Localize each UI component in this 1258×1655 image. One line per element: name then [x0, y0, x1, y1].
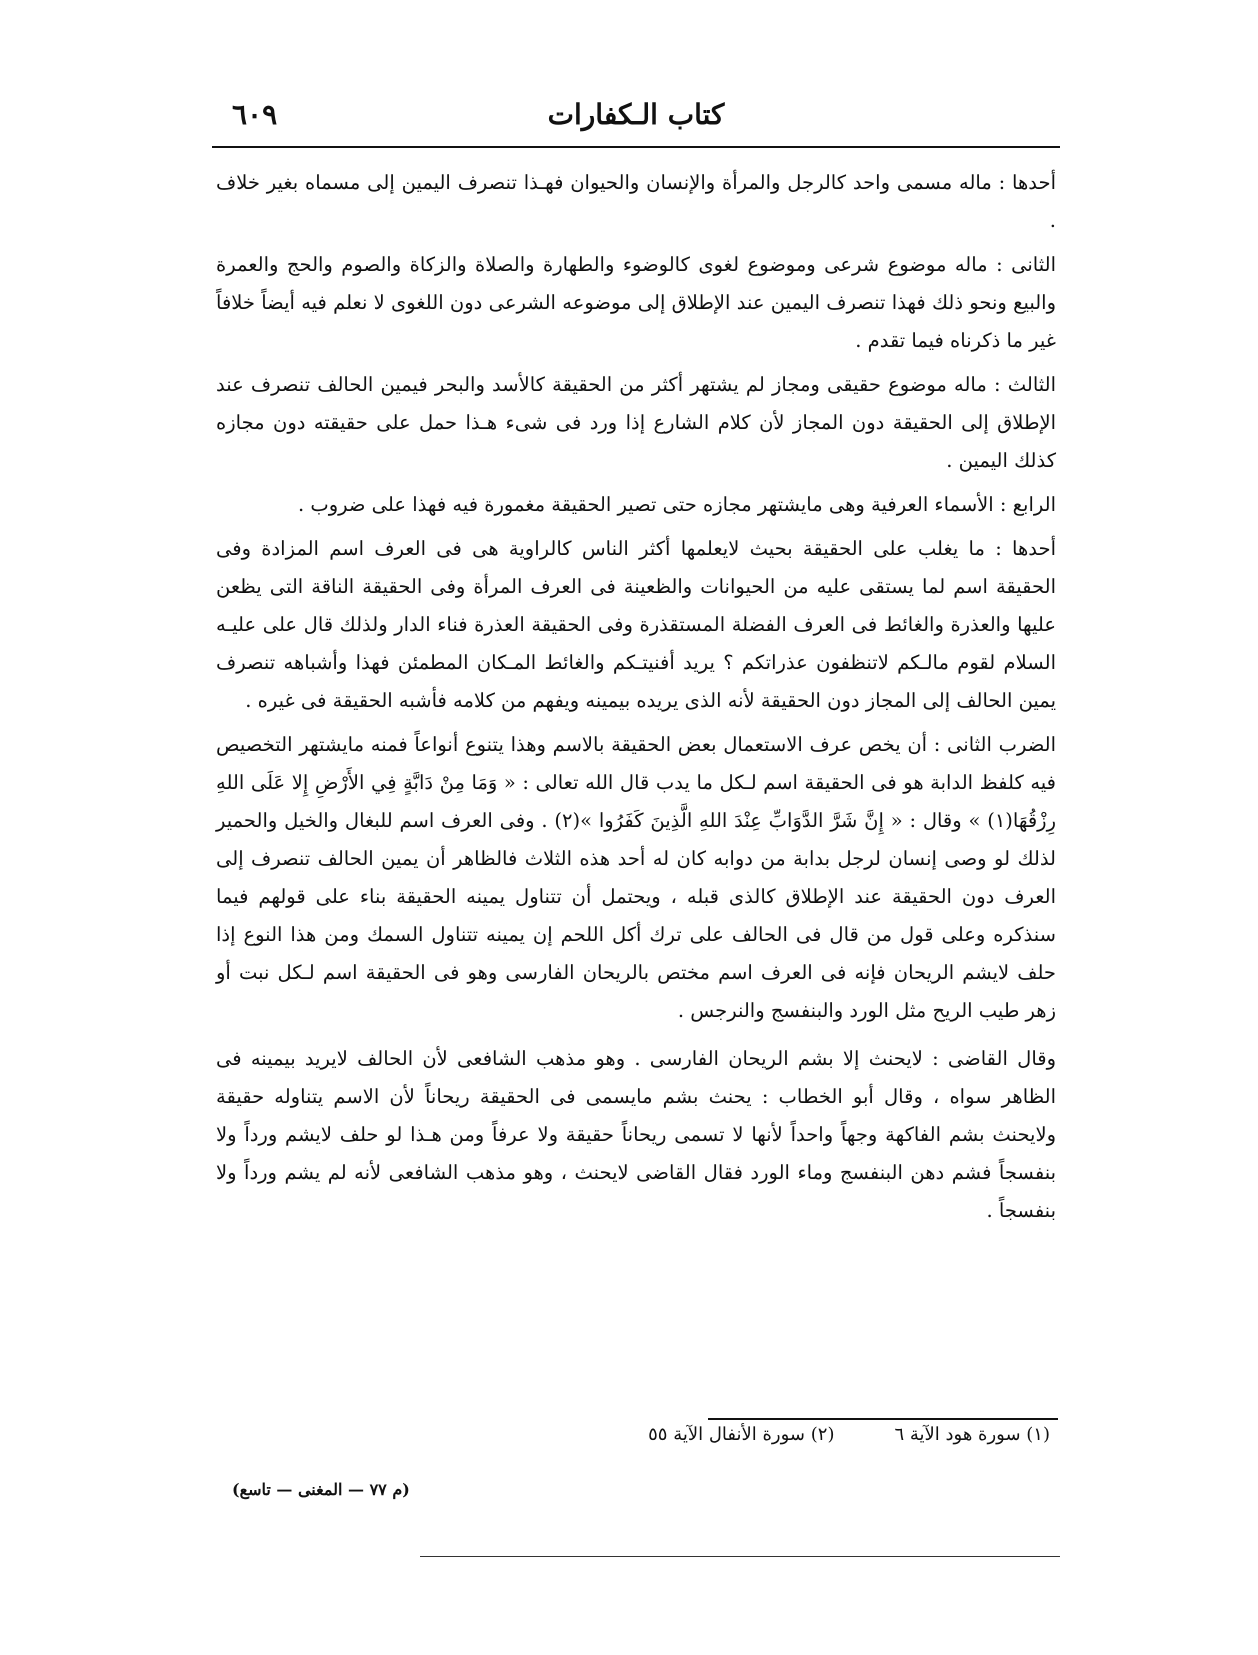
main-text — [216, 164, 1056, 1236]
signature-mark: (م ٧٧ — المغنى — تاسع) — [232, 1480, 410, 1499]
paragraph: الرابع : الأسماء العرفية وهى مايشتهر مجازه حتى تصير الحقيقة مغمورة فيه فهذا على ضروب . — [297, 493, 1056, 516]
paragraph: أحدها : ما يغلب على الحقيقة بحيث لايعلمها أكثر الناس كالراوية هى فى العرف اسم المزادة وفى الحقيقة اسم لما يستقى عليه من الحيوانات والظعينة فى العرف المرأة وفى الحقيقة الناقة التى يظعن عليها والعذرة والغائط فى العرف الفضلة المستقذرة وفى الحقيقة العذرة فناء الدار ولذلك قال على عليـه السلام لقوم مالـكم لاتنظفون عذراتكم ؟ يريد أفنيتـكم والغائط المـكان المطمئن فهذا وأشباهه تنصرف يمين الحالف إلى المجاز دون الحقيقة لأنه الذى يريده بيمينه ويفهم من كلامه فأشبه الحقيقة فى غيره . — [216, 537, 1056, 712]
page-number: ٦٠٩ — [232, 98, 278, 131]
paragraph: أحدها : ماله مسمى واحد كالرجل والمرأة والإنسان والحيوان فهـذا تنصرف اليمين إلى مسماه بغير خلاف . — [216, 171, 1056, 232]
paragraph: الثانى : ماله موضوع شرعى وموضوع لغوى كالوضوء والطهارة والصلاة والزكاة والصوم والحج والعمرة والبيع ونحو ذلك فهذا تنصرف اليمين عند الإطلاق إلى موضوعه الشرعى دون اللغوى لا نعلم فيه أيضاً خلافاً غير ما ذكرناه فيما تقدم . — [216, 253, 1056, 352]
footnote-divider — [708, 1418, 1058, 1420]
header-divider — [212, 146, 1060, 148]
footnotes — [540, 1424, 1050, 1445]
running-title: كتاب الـكفارات — [547, 98, 725, 131]
bottom-divider — [420, 1556, 1060, 1557]
paragraph: وقال القاضى : لايحنث إلا بشم الريحان الفارسى . وهو مذهب الشافعى لأن الحالف لايريد بيمينه فى الظاهر سواه ، وقال أبو الخطاب : يحنث بشم مايسمى فى الحقيقة ريحاناً لأن الاسم يتناوله حقيقة ولايحنث بشم الفاكهة وجهاً واحداً لأنها لا تسمى ريحاناً حقيقة ولا عرفاً ومن هـذا لو حلف لايشم ورداً ولا بنفسجاً فشم دهن البنفسج وماء الورد فقال القاضى لايحنث ، وهو مذهب الشافعى لأنه لم يشم ورداً ولا بنفسجاً . — [216, 1047, 1056, 1222]
paragraph: الثالث : ماله موضوع حقيقى ومجاز لم يشتهر أكثر من الحقيقة كالأسد والبحر فيمين الحالف تنصرف عند الإطلاق إلى الحقيقة دون المجاز لأن كلام الشارع إذا ورد فى شىء هـذا حمل على حقيقته دون مجازه كذلك اليمين . — [216, 373, 1056, 472]
page-header — [212, 92, 1060, 144]
footnote: (٢) سورة الأنفال الآية ٥٥ — [648, 1424, 835, 1445]
footnote: (١) سورة هود الآية ٦ — [894, 1424, 1050, 1445]
paragraph: الضرب الثانى : أن يخص عرف الاستعمال بعض الحقيقة بالاسم وهذا يتنوع أنواعاً فمنه مايشتهر التخصيص فيه كلفظ الدابة هو فى الحقيقة اسم لـكل ما يدب قال الله تعالى : « وَمَا مِنْ دَابَّةٍ فِي الأَرْضِ إِلا عَلَى اللهِ رِزْقُهَا(١) » وقال : « إِنَّ شَرَّ الدَّوَابِّ عِنْدَ اللهِ الَّذِينَ كَفَرُوا »(٢) . وفى العرف اسم للبغال والخيل والحمير لذلك لو وصى إنسان لرجل بدابة من دوابه كان له أحد هذه الثلاث فالظاهر أن يمين الحالف تنصرف إلى العرف دون الحقيقة عند الإطلاق كالذى قبله ، ويحتمل أن تتناول يمينه الحقيقة بناء على قولهم فيما سنذكره وعلى قول من قال فى الحالف على ترك أكل اللحم إن يمينه تتناول السمك ومن هذا النوع إذا حلف لايشم الريحان فإنه فى العرف اسم مختص بالريحان الفارسى وهو فى الحقيقة اسم لـكل نبت أو زهر طيب الريح مثل الورد والبنفسج والنرجس . — [216, 733, 1056, 1022]
